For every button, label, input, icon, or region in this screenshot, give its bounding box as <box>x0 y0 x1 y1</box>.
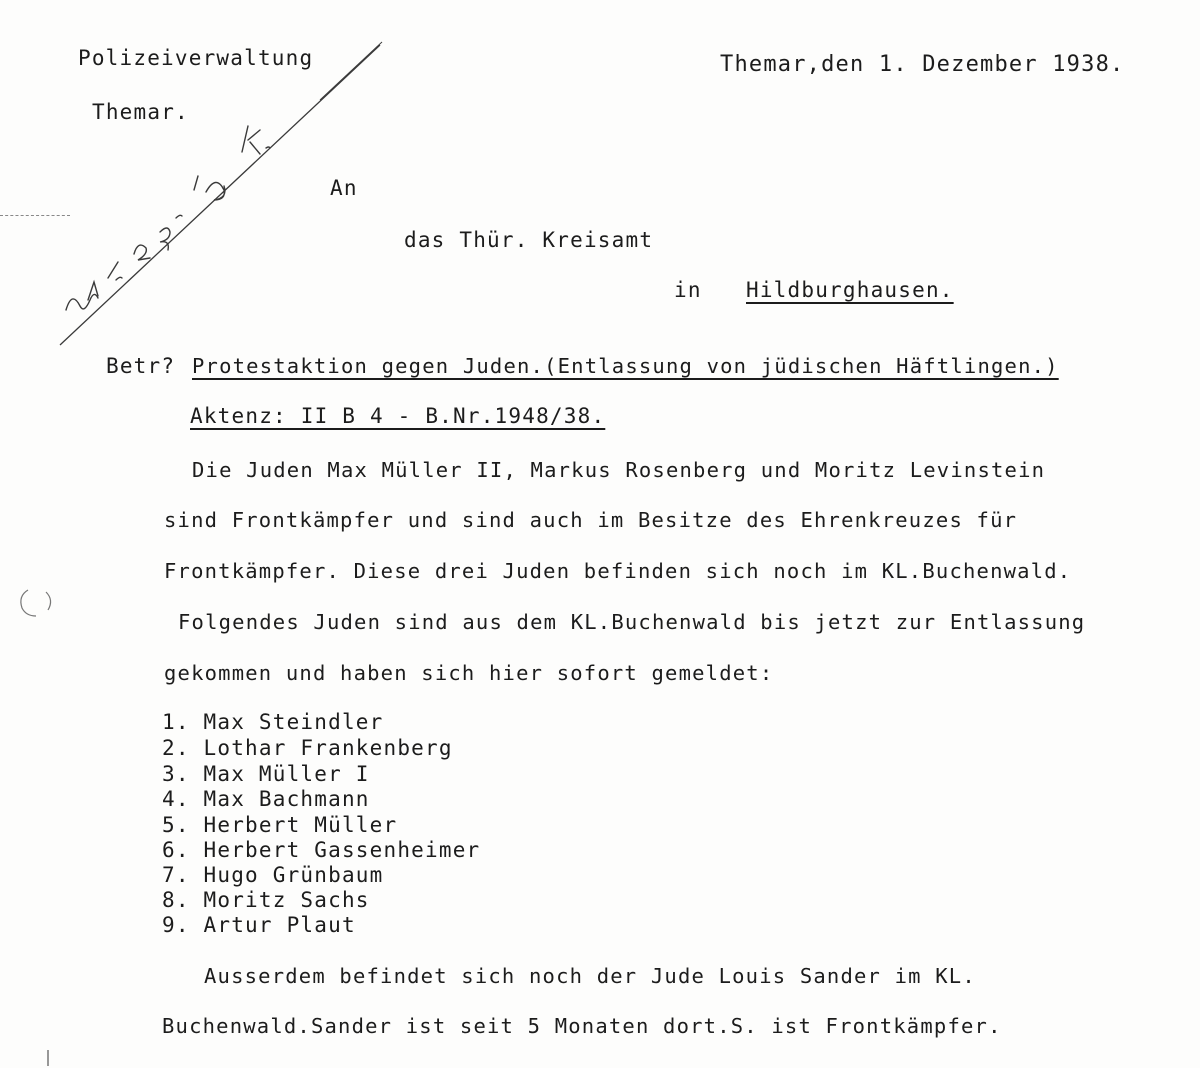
subject-reference: Aktenz: II B 4 - B.Nr.1948/38. <box>190 404 606 428</box>
list-item: 9. Artur Plaut <box>162 913 356 937</box>
list-item: 5. Herbert Müller <box>162 813 398 837</box>
margin-tick-mark <box>44 1048 52 1068</box>
list-item: 4. Max Bachmann <box>162 787 370 811</box>
punch-hole-mark <box>14 586 58 620</box>
para2-line2: gekommen und haben sich hier sofort gemeldet: <box>164 661 774 685</box>
list-item: 7. Hugo Grünbaum <box>162 863 384 887</box>
address-in-label: in <box>674 278 702 302</box>
address-recipient: das Thür. Kreisamt <box>404 228 654 252</box>
para1-line1: Die Juden Max Müller II, Markus Rosenberg und Moritz Levinstein <box>192 458 1046 482</box>
place-date: Themar,den 1. Dezember 1938. <box>720 52 1125 77</box>
subject-label: Betr? <box>106 354 176 378</box>
list-item: 3. Max Müller I <box>162 762 370 786</box>
list-item: 2. Lothar Frankenberg <box>162 736 453 760</box>
para2-line1: Folgendes Juden sind aus dem KL.Buchenwald bis jetzt zur Entlassung <box>178 610 1086 634</box>
list-item: 8. Moritz Sachs <box>162 888 370 912</box>
margin-dash-line <box>0 215 70 216</box>
authority-line-1: Polizeiverwaltung <box>78 46 314 70</box>
address-city: Hildburghausen. <box>746 278 954 302</box>
para3-line1: Ausserdem befindet sich noch der Jude Louis Sander im KL. <box>204 964 976 988</box>
list-item: 1. Max Steindler <box>162 710 384 734</box>
list-item: 6. Herbert Gassenheimer <box>162 838 481 862</box>
para1-line3: Frontkämpfer. Diese drei Juden befinden sich noch im KL.Buchenwald. <box>164 559 1072 583</box>
subject-text: Protestaktion gegen Juden.(Entlassung von jüdischen Häftlingen.) <box>192 354 1059 378</box>
para1-line2: sind Frontkämpfer und sind auch im Besitze des Ehrenkreuzes für <box>164 508 1018 532</box>
authority-line-2: Themar. <box>92 100 189 124</box>
address-to: An <box>330 176 358 200</box>
handwritten-annotation <box>30 40 390 360</box>
para3-line2: Buchenwald.Sander ist seit 5 Monaten dort.S. ist Frontkämpfer. <box>162 1014 1002 1038</box>
